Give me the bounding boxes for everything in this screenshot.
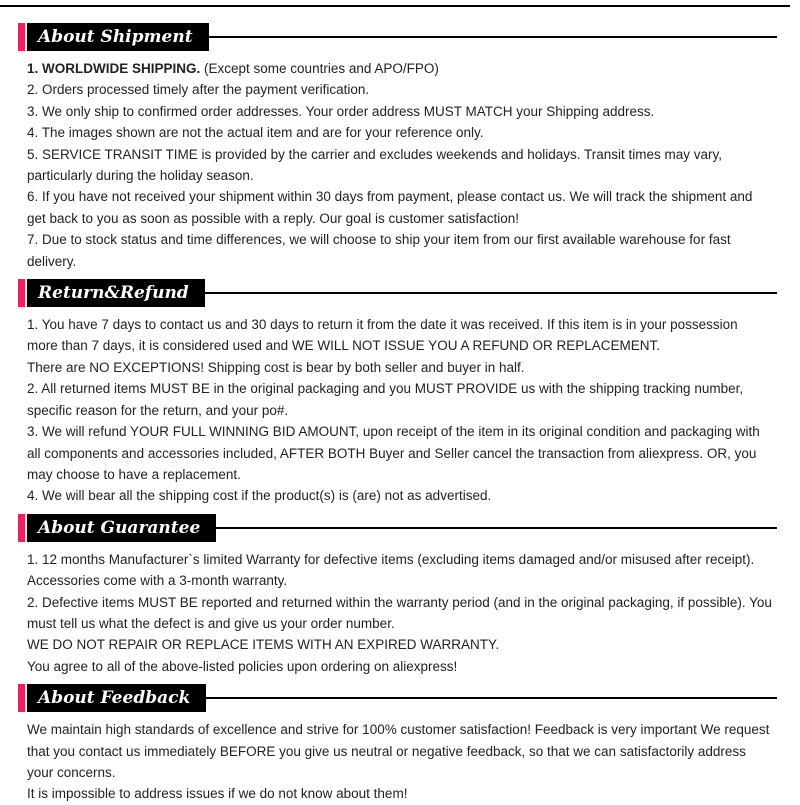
section-body [27,314,772,507]
paragraph-text: We maintain high standards of excellence and strive for 100% customer satisfaction! Feedback is very important We request that you contact us immediately BEFORE you give us neutral or negative feedback, so that we can satisfactorily address your concerns. [27,722,770,780]
policy-paragraph [27,314,772,357]
policy-paragraph [27,421,772,485]
section-body [27,549,772,677]
header-rule [209,36,777,38]
policy-section [0,514,800,677]
paragraph-text: You agree to all of the above-listed policies upon ordering on aliexpress! [27,658,458,674]
policies-container [0,23,800,805]
policy-paragraph [27,229,772,272]
policy-paragraph [27,634,772,655]
policy-paragraph [27,122,772,143]
paragraph-text: 1. You have 7 days to contact us and 30 days to return it from the date it was received. If this item is in your possession more than 7 days, it is considered used and WE WILL NOT ISSUE YOU A REFUND OR REPLACEMENT. [27,317,738,354]
section-header [18,684,800,712]
policy-paragraph [27,485,772,506]
paragraph-text: 7. Due to stock status and time differences, we will choose to ship your item from our first available warehouse for fast delivery. [27,232,731,269]
accent-bar [18,279,25,307]
policy-paragraph [27,58,772,79]
paragraph-text: 2. Defective items MUST BE reported and returned within the warranty period (and in the original packaging, if possible). You must tell us what the defect is and give us your order number. [27,594,772,631]
policy-paragraph [27,719,772,783]
section-header [18,23,800,51]
section-header [18,279,800,307]
paragraph-text: It is impossible to address issues if we do not know about them! [27,786,408,802]
policy-paragraph [27,101,772,122]
section-title: About Feedback [27,684,206,712]
header-rule [216,527,777,529]
accent-bar [18,23,25,51]
policy-paragraph [27,357,772,378]
paragraph-text: 4. The images shown are not the actual item and are for your reference only. [27,125,484,141]
policy-section [0,23,800,272]
header-rule [206,697,777,699]
section-title: About Guarantee [27,514,216,542]
paragraph-text: 1. 12 months Manufacturer`s limited Warranty for defective items (excluding items damaged and/or misused after receipt). Accessories come with a 3-month warranty. [27,551,755,589]
paragraph-bold-lead: 1. WORLDWIDE SHIPPING. [27,61,201,76]
header-rule [205,292,777,294]
section-body [27,719,772,805]
paragraph-text: 3. We only ship to confirmed order addresses. Your order address MUST MATCH your Shipping address. [27,103,655,119]
policy-paragraph [27,783,772,804]
paragraph-text: 6. If you have not received your shipment within 30 days from payment, please contact us. We will track the shipment and get back to you as soon as possible with a reply. Our goal is customer satisfaction! [27,189,753,226]
policy-paragraph [27,144,772,187]
accent-bar [18,514,25,542]
policy-paragraph [27,592,772,635]
policy-paragraph [27,79,772,100]
paragraph-text: 2. All returned items MUST BE in the original packaging and you MUST PROVIDE us with the shipping tracking number, specific reason for the return, and your po#. [27,381,744,418]
paragraph-text: 5. SERVICE TRANSIT TIME is provided by the carrier and excludes weekends and holidays. Transit times may vary, particularly during the holiday season. [27,146,723,184]
paragraph-text: 4. We will bear all the shipping cost if the product(s) is (are) not as advertised. [27,488,492,504]
paragraph-text: (Except some countries and APO/FPO) [200,61,439,76]
paragraph-text: 3. We will refund YOUR FULL WINNING BID AMOUNT, upon receipt of the item in its original condition and packaging with all components and accessories included, AFTER BOTH Buyer and Seller cancel the transaction from aliexpress. OR, you may choose to have a replacement. [27,424,760,482]
policy-paragraph [27,656,772,677]
accent-bar [18,684,25,712]
section-title: Return&Refund [27,279,205,307]
section-body [27,58,772,272]
paragraph-text: 2. Orders processed timely after the payment verification. [27,82,370,98]
policy-section [0,279,800,507]
policy-paragraph [27,378,772,421]
policy-paragraph [27,186,772,229]
section-title: About Shipment [27,23,209,51]
top-divider-rule [0,5,790,7]
section-header [18,514,800,542]
paragraph-text: WE DO NOT REPAIR OR REPLACE ITEMS WITH AN EXPIRED WARRANTY. [27,637,500,653]
policy-paragraph [27,549,772,592]
paragraph-text: There are NO EXCEPTIONS! Shipping cost is bear by both seller and buyer in half. [27,359,525,375]
policy-section [0,684,800,805]
